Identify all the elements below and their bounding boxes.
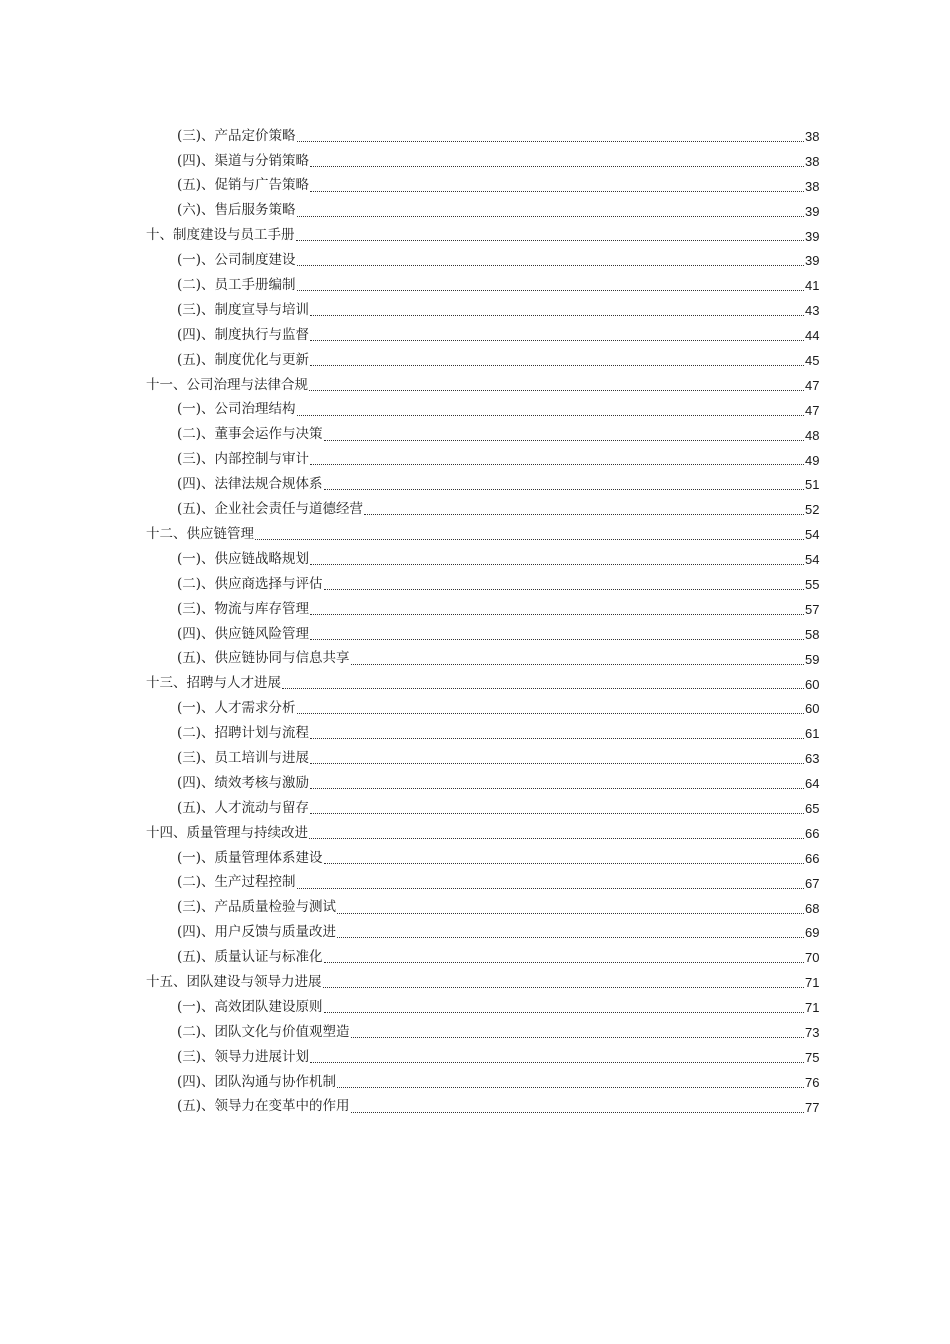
toc-page-number: 48 xyxy=(805,427,820,443)
toc-section-entry[interactable] xyxy=(0,746,950,771)
toc-page-number: 66 xyxy=(805,825,820,841)
toc-page-number: 63 xyxy=(805,751,820,767)
toc-dot-leader xyxy=(364,513,804,515)
toc-dot-leader xyxy=(337,912,804,914)
toc-entry-label: (三)、产品质量检验与测试 xyxy=(177,899,337,916)
toc-page-number: 43 xyxy=(805,303,820,319)
toc-entry-label: (一)、高效团队建设原则 xyxy=(177,998,323,1015)
toc-dot-leader xyxy=(310,190,804,192)
toc-dot-leader xyxy=(310,463,804,465)
toc-page-number: 61 xyxy=(805,726,820,742)
toc-page-number: 58 xyxy=(805,626,820,642)
toc-dot-leader xyxy=(309,389,804,391)
toc-dot-leader xyxy=(297,264,804,266)
toc-dot-leader xyxy=(324,588,804,590)
toc-dot-leader xyxy=(310,762,804,764)
toc-dot-leader xyxy=(310,787,804,789)
toc-entry-label: (五)、领导力在变革中的作用 xyxy=(177,1098,350,1115)
toc-entry-label: (二)、员工手册编制 xyxy=(177,277,296,294)
toc-page-number: 65 xyxy=(805,800,820,816)
toc-entry-label: 十二、供应链管理 xyxy=(146,525,254,542)
toc-section-entry[interactable] xyxy=(0,597,950,622)
toc-page-number: 67 xyxy=(805,875,820,891)
toc-dot-leader xyxy=(310,737,804,739)
toc-page-number: 57 xyxy=(805,601,820,617)
toc-page-number: 60 xyxy=(805,701,820,717)
toc-page-number: 75 xyxy=(805,1049,820,1065)
toc-dot-leader xyxy=(324,961,804,963)
toc-entry-label: (一)、质量管理体系建设 xyxy=(177,849,323,866)
toc-entry-label: (一)、人才需求分析 xyxy=(177,700,296,717)
toc-entry-label: (五)、人才流动与留存 xyxy=(177,799,310,816)
toc-page-number: 44 xyxy=(805,328,820,344)
toc-dot-leader xyxy=(324,1011,804,1013)
toc-dot-leader xyxy=(351,1111,804,1113)
toc-section-entry[interactable] xyxy=(0,248,950,273)
toc-section-entry[interactable] xyxy=(0,1070,950,1095)
toc-entry-label: (二)、团队文化与价值观塑造 xyxy=(177,1023,350,1040)
toc-entry-label: (四)、供应链风险管理 xyxy=(177,625,310,642)
toc-section-entry[interactable] xyxy=(0,472,950,497)
toc-page-number: 39 xyxy=(805,253,820,269)
toc-page-number: 47 xyxy=(805,402,820,418)
toc-page-number: 71 xyxy=(805,975,820,991)
toc-dot-leader xyxy=(255,538,804,540)
toc-entry-label: (四)、法律法规合规体系 xyxy=(177,476,323,493)
toc-dot-leader xyxy=(296,239,805,241)
toc-entry-label: (四)、用户反馈与质量改进 xyxy=(177,924,337,941)
toc-page-number: 51 xyxy=(805,477,820,493)
toc-dot-leader xyxy=(351,663,804,665)
toc-dot-leader xyxy=(297,414,804,416)
toc-dot-leader xyxy=(310,339,804,341)
toc-section-entry[interactable] xyxy=(0,721,950,746)
toc-dot-leader xyxy=(324,439,804,441)
toc-page-number: 60 xyxy=(805,676,820,692)
toc-dot-leader xyxy=(310,165,804,167)
toc-section-entry[interactable] xyxy=(0,1020,950,1045)
toc-dot-leader xyxy=(351,1036,804,1038)
toc-section-entry[interactable] xyxy=(0,348,950,373)
toc-dot-leader xyxy=(310,364,804,366)
toc-page-number: 69 xyxy=(805,925,820,941)
toc-page-number: 38 xyxy=(805,153,820,169)
toc-section-entry[interactable] xyxy=(0,149,950,174)
toc-page-number: 71 xyxy=(805,1000,820,1016)
toc-section-entry[interactable] xyxy=(0,1045,950,1070)
toc-dot-leader xyxy=(323,986,805,988)
table-of-contents xyxy=(0,124,950,1120)
toc-entry-label: (二)、供应商选择与评估 xyxy=(177,575,323,592)
toc-page-number: 54 xyxy=(805,552,820,568)
toc-chapter-entry[interactable] xyxy=(0,821,950,846)
toc-page-number: 64 xyxy=(805,776,820,792)
toc-dot-leader xyxy=(310,812,804,814)
toc-page-number: 52 xyxy=(805,502,820,518)
toc-entry-label: (五)、企业社会责任与道德经营 xyxy=(177,501,364,518)
toc-page-number: 45 xyxy=(805,352,820,368)
toc-page-number: 38 xyxy=(805,178,820,194)
toc-page-number: 77 xyxy=(805,1099,820,1115)
toc-dot-leader xyxy=(337,1086,804,1088)
toc-section-entry[interactable] xyxy=(0,448,950,473)
toc-dot-leader xyxy=(337,936,804,938)
toc-dot-leader xyxy=(297,289,804,291)
toc-entry-label: (三)、物流与库存管理 xyxy=(177,600,310,617)
toc-section-entry[interactable] xyxy=(0,273,950,298)
toc-section-entry[interactable] xyxy=(0,323,950,348)
toc-entry-label: (五)、促销与广告策略 xyxy=(177,177,310,194)
toc-entry-label: (一)、公司治理结构 xyxy=(177,401,296,418)
toc-entry-label: (五)、质量认证与标准化 xyxy=(177,949,323,966)
toc-page-number: 49 xyxy=(805,452,820,468)
toc-entry-label: 十五、团队建设与领导力进展 xyxy=(146,973,322,990)
toc-entry-label: (五)、制度优化与更新 xyxy=(177,351,310,368)
toc-dot-leader xyxy=(297,215,804,217)
toc-page-number: 55 xyxy=(805,576,820,592)
toc-entry-label: (三)、员工培训与进展 xyxy=(177,749,310,766)
toc-dot-leader xyxy=(297,712,804,714)
toc-entry-label: (一)、公司制度建设 xyxy=(177,252,296,269)
toc-entry-label: 十一、公司治理与法律合规 xyxy=(146,376,308,393)
toc-section-entry[interactable] xyxy=(0,547,950,572)
toc-section-entry[interactable] xyxy=(0,124,950,149)
toc-entry-label: (二)、董事会运作与决策 xyxy=(177,426,323,443)
toc-dot-leader xyxy=(324,862,804,864)
toc-chapter-entry[interactable] xyxy=(0,970,950,995)
toc-page-number: 59 xyxy=(805,651,820,667)
toc-entry-label: (四)、团队沟通与协作机制 xyxy=(177,1073,337,1090)
toc-section-entry[interactable] xyxy=(0,199,950,224)
toc-page-number: 66 xyxy=(805,850,820,866)
toc-entry-label: (二)、生产过程控制 xyxy=(177,874,296,891)
toc-section-entry[interactable] xyxy=(0,174,950,199)
toc-page-number: 38 xyxy=(805,128,820,144)
toc-chapter-entry[interactable] xyxy=(0,224,950,249)
toc-entry-label: (三)、领导力进展计划 xyxy=(177,1048,310,1065)
toc-dot-leader xyxy=(282,687,804,689)
toc-page-number: 39 xyxy=(805,203,820,219)
toc-dot-leader xyxy=(310,1061,804,1063)
toc-page-number: 47 xyxy=(805,377,820,393)
toc-section-entry[interactable] xyxy=(0,945,950,970)
toc-entry-label: (四)、制度执行与监督 xyxy=(177,326,310,343)
toc-chapter-entry[interactable] xyxy=(0,373,950,398)
toc-section-entry[interactable] xyxy=(0,696,950,721)
toc-page-number: 70 xyxy=(805,950,820,966)
toc-section-entry[interactable] xyxy=(0,1095,950,1120)
toc-dot-leader xyxy=(310,613,804,615)
toc-entry-label: 十四、质量管理与持续改进 xyxy=(146,824,308,841)
toc-entry-label: (四)、渠道与分销策略 xyxy=(177,152,310,169)
toc-dot-leader xyxy=(324,488,804,490)
toc-section-entry[interactable] xyxy=(0,423,950,448)
toc-dot-leader xyxy=(297,887,804,889)
toc-page-number: 39 xyxy=(805,228,820,244)
toc-dot-leader xyxy=(309,837,804,839)
toc-entry-label: 十三、招聘与人才进展 xyxy=(146,675,281,692)
toc-section-entry[interactable] xyxy=(0,921,950,946)
toc-section-entry[interactable] xyxy=(0,398,950,423)
toc-page-number: 73 xyxy=(805,1025,820,1040)
toc-section-entry[interactable] xyxy=(0,846,950,871)
toc-section-entry[interactable] xyxy=(0,796,950,821)
toc-entry-label: (四)、绩效考核与激励 xyxy=(177,774,310,791)
toc-entry-label: (二)、招聘计划与流程 xyxy=(177,725,310,742)
toc-chapter-entry[interactable] xyxy=(0,672,950,697)
toc-section-entry[interactable] xyxy=(0,622,950,647)
toc-entry-label: (三)、制度宣导与培训 xyxy=(177,301,310,318)
toc-entry-label: (六)、售后服务策略 xyxy=(177,202,296,219)
toc-dot-leader xyxy=(297,140,804,142)
toc-dot-leader xyxy=(310,563,804,565)
toc-chapter-entry[interactable] xyxy=(0,522,950,547)
toc-entry-label: 十、制度建设与员工手册 xyxy=(146,227,295,244)
toc-dot-leader xyxy=(310,314,804,316)
toc-section-entry[interactable] xyxy=(0,647,950,672)
toc-section-entry[interactable] xyxy=(0,896,950,921)
toc-section-entry[interactable] xyxy=(0,771,950,796)
toc-section-entry[interactable] xyxy=(0,995,950,1020)
toc-dot-leader xyxy=(310,638,804,640)
toc-page-number: 54 xyxy=(805,527,820,543)
toc-page-number: 68 xyxy=(805,900,820,916)
toc-section-entry[interactable] xyxy=(0,298,950,323)
toc-section-entry[interactable] xyxy=(0,871,950,896)
toc-entry-label: (一)、供应链战略规划 xyxy=(177,550,310,567)
toc-page-number: 41 xyxy=(805,278,820,294)
toc-section-entry[interactable] xyxy=(0,572,950,597)
toc-entry-label: (五)、供应链协同与信息共享 xyxy=(177,650,350,667)
toc-page-number: 76 xyxy=(805,1074,820,1090)
toc-section-entry[interactable] xyxy=(0,497,950,522)
toc-entry-label: (三)、产品定价策略 xyxy=(177,127,296,144)
toc-entry-label: (三)、内部控制与审计 xyxy=(177,451,310,468)
